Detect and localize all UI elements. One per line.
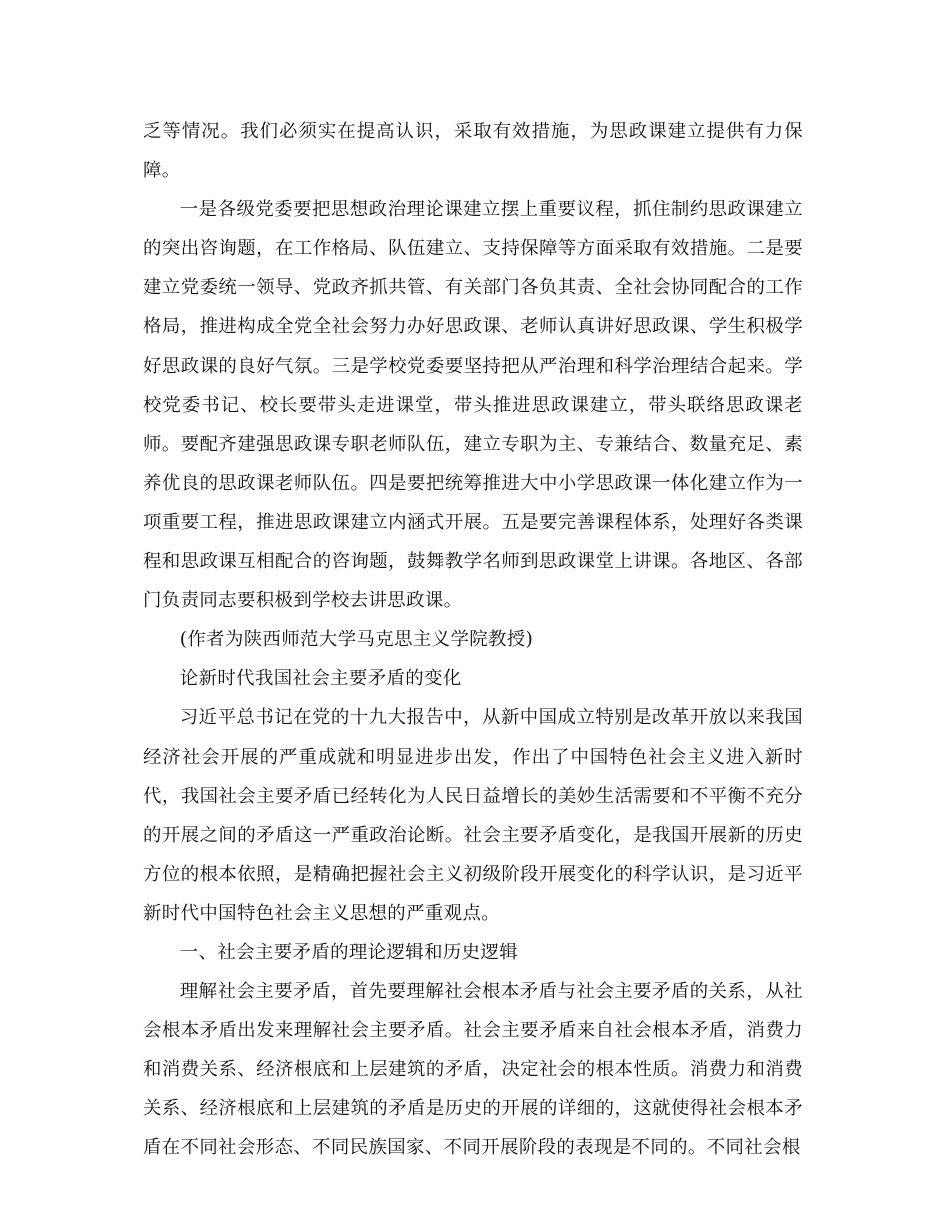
paragraph-intro: 习近平总书记在党的十九大报告中，从新中国成立特别是改革开放以来我国经济社会开展的严重成就和明显进步出发，作出了中国特色社会主义进入新时代，我国社会主要矛盾已经转化为人民日益增长的美妙生活需要和不平衡不充分的开展之间的矛盾这一严重政治论断。社会主要矛盾变化，是我国开展新的历史方位的根本依照，是精确把握社会主义初级阶段开展变化的科学认识，是习近平新时代中国特色社会主义思想的严重观点。 xyxy=(143,707,803,924)
section-heading: 一、社会主要矛盾的理论逻辑和历史逻辑 xyxy=(179,941,519,963)
paragraph-measures: 一是各级党委要把思想政治理论课建立摆上重要议程，抓住制约思政课建立的突出咨询题，在工作格局、队伍建立、支持保障等方面采取有效措施。二是要建立党委统一领导、党政齐抓共管、有关部门各负其责、全社会协同配合的工作格局，推进构成全党全社会努力办好思政课、老师认真讲好思政课、学生积极学好思政课的良好气氛。三是学校党委要坚持把从严治理和科学治理结合起来。学校党委书记、校长要带头走进课堂，带头推进思政课建立，带头联络思政课老师。要配齐建强思政课专职老师队伍，建立专职为主、专兼结合、数量充足、素养优良的思政课老师队伍。四是要把统筹推进大中小学思政课一体化建立作为一项重要工程，推进思政课建立内涵式开展。五是要完善课程体系，处理好各类课程和思政课互相配合的咨询题，鼓舞教学名师到思政课堂上讲课。各地区、各部门负责同志要积极到学校去讲思政课。 xyxy=(143,199,803,612)
paragraph-continuation: 乏等情况。我们必须实在提高认识，采取有效措施，为思政课建立提供有力保障。 xyxy=(143,121,803,182)
document-body xyxy=(143,112,803,1168)
paragraph-theory: 理解社会主要矛盾，首先要理解社会根本矛盾与社会主要矛盾的关系，从社会根本矛盾出发来理解社会主要矛盾。社会主要矛盾来自社会根本矛盾，消费力和消费关系、经济根底和上层建筑的矛盾，决定社会的根本性质。消费力和消费关系、经济根底和上层建筑的矛盾是历史的开展的详细的，这就使得社会根本矛盾在不同社会形态、不同民族国家、不同开展阶段的表现是不同的。不同社会根 xyxy=(143,981,803,1159)
article-title: 论新时代我国社会主要矛盾的变化 xyxy=(179,668,462,690)
author-note: (作者为陕西师范大学马克思主义学院教授) xyxy=(179,629,534,651)
